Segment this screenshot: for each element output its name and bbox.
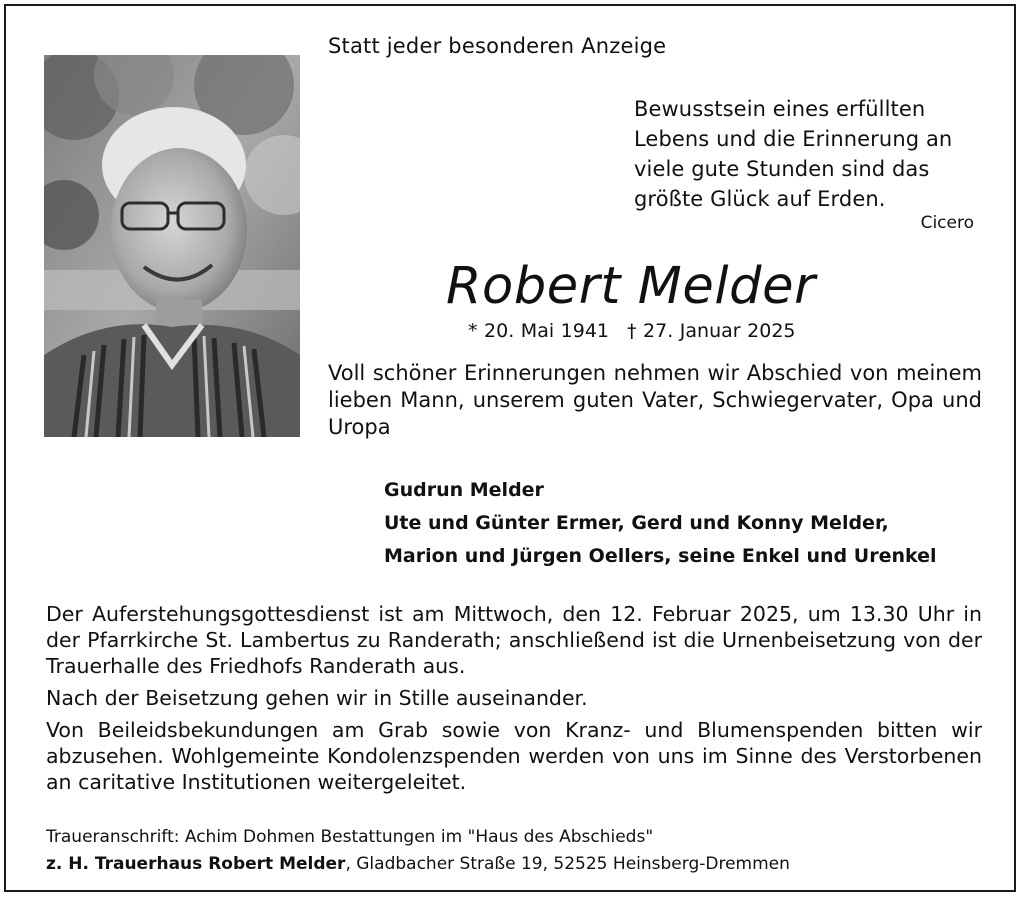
service-paragraph: Der Auferstehungsgottesdienst ist am Mittwoch, den 12. Februar 2025, um 13.30 Uhr in der Pfarrkirche St. Lambertus zu Randerath; anschließend ist die Urnenbeisetzung von der Trauerhalle des Friedhofs Randerath aus. bbox=[46, 602, 982, 678]
address-recipient: z. H. Trauerhaus Robert Melder bbox=[46, 854, 346, 874]
mourning-address bbox=[46, 824, 790, 878]
deceased-name: Robert Melder bbox=[446, 257, 816, 316]
family-list bbox=[384, 474, 937, 573]
donation-paragraph: Von Beileidsbekundungen am Grab sowie von Kranz- und Blumenspenden bitten wir abzusehen. Wohlgemeinte Kondolenzspenden werden von uns im Sinne des Verstorbenen an caritative Institutionen weitergeleitet. bbox=[46, 718, 982, 794]
quote-line: Lebens und die Erinnerung an bbox=[634, 127, 953, 151]
quote-line: Bewusstsein eines erfüllten bbox=[634, 97, 926, 121]
quote-line: größte Glück auf Erden. bbox=[634, 187, 886, 211]
portrait-photo bbox=[44, 55, 300, 437]
cicero-quote bbox=[634, 94, 952, 214]
farewell-text: Voll schöner Erinnerungen nehmen wir Abschied von meinem lieben Mann, unserem guten Vater, Schwiegervater, Opa und Uropa bbox=[328, 361, 982, 439]
birth-date: * 20. Mai 1941 bbox=[468, 320, 610, 342]
death-date: † 27. Januar 2025 bbox=[627, 320, 796, 342]
address-street: , Gladbacher Straße 19, 52525 Heinsberg-Dremmen bbox=[345, 854, 790, 874]
service-details bbox=[46, 601, 982, 801]
obituary-frame bbox=[4, 4, 1016, 892]
quote-author: Cicero bbox=[920, 213, 974, 233]
family-member: Marion und Jürgen Oellers, seine Enkel und Urenkel bbox=[384, 545, 937, 567]
family-member: Ute und Günter Ermer, Gerd und Konny Melder, bbox=[384, 512, 889, 534]
quote-line: viele gute Stunden sind das bbox=[634, 157, 930, 181]
address-line-2 bbox=[46, 851, 790, 878]
intro-line: Statt jeder besonderen Anzeige bbox=[328, 34, 667, 58]
family-member: Gudrun Melder bbox=[384, 479, 544, 501]
life-dates bbox=[468, 320, 796, 342]
silence-paragraph: Nach der Beisetzung gehen wir in Stille auseinander. bbox=[46, 686, 588, 710]
address-line-1: Traueranschrift: Achim Dohmen Bestattungen im "Haus des Abschieds" bbox=[46, 827, 654, 847]
